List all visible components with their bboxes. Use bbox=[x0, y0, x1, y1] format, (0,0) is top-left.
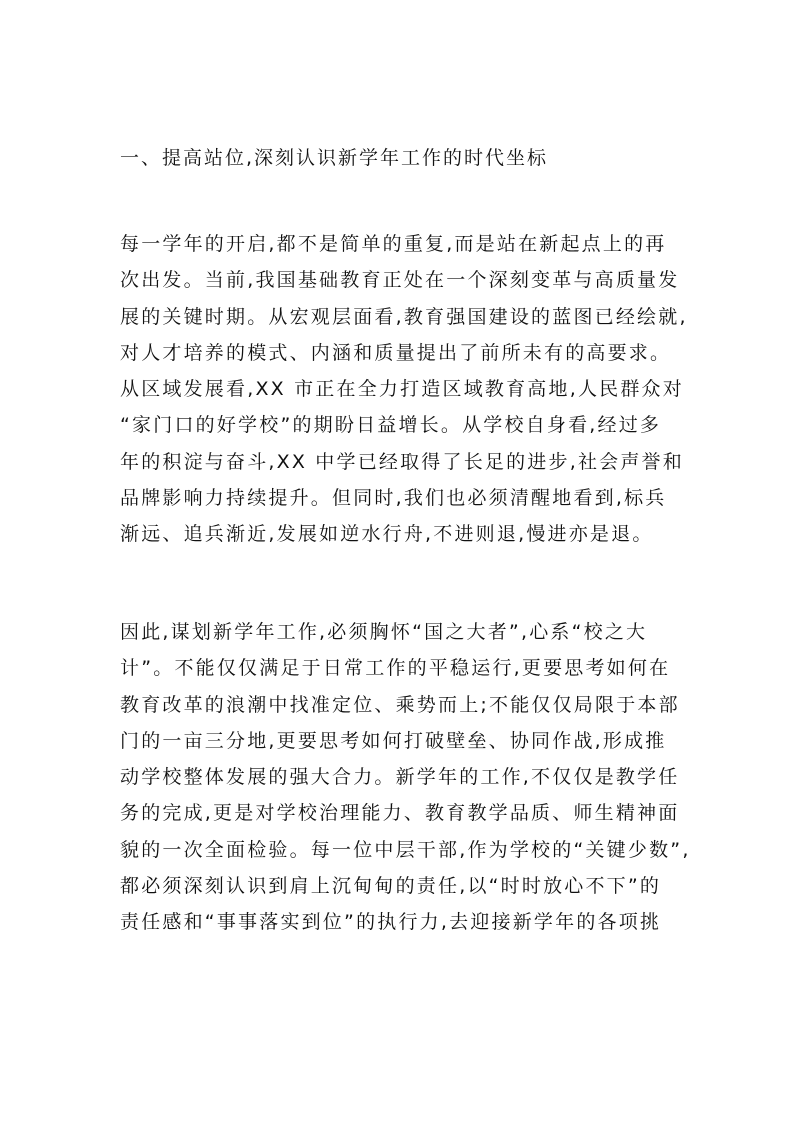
paragraph-line: 貌的一次全面检验。每一位中层干部,作为学校的“关键少数”, bbox=[120, 838, 691, 861]
paragraph-line: 教育改革的浪潮中找准定位、乘势而上;不能仅仅局限于本部 bbox=[120, 693, 680, 716]
paragraph-line: 计”。不能仅仅满足于日常工作的平稳运行,更要思考如何在 bbox=[120, 657, 671, 680]
paragraph-line: 次出发。当前,我国基础教育正处在一个深刻变革与高质量发 bbox=[120, 269, 680, 292]
paragraph-line: 门的一亩三分地,更要思考如何打破壁垒、协同作战,形成推 bbox=[120, 729, 667, 752]
paragraph-line: 从区域发展看,XX 市正在全力打造区域教育高地,人民群众对 bbox=[120, 378, 684, 401]
paragraph-line: 渐远、追兵渐近,发展如逆水行舟,不进则退,慢进亦是退。 bbox=[120, 523, 654, 546]
paragraph-line: 因此,谋划新学年工作,必须胸怀“国之大者”,心系“校之大 bbox=[120, 621, 648, 643]
paragraph-line: 都必须深刻认识到肩上沉甸甸的责任,以“时时放心不下”的 bbox=[120, 875, 662, 898]
paragraph-line: 年的积淀与奋斗,XX 中学已经取得了长足的进步,社会声誉和 bbox=[120, 450, 684, 473]
paragraph-line: 每一学年的开启,都不是简单的重复,而是站在新起点上的再 bbox=[120, 233, 667, 255]
section-heading: 一、提高站位,深刻认识新学年工作的时代坐标 bbox=[120, 147, 549, 169]
paragraph-line: 动学校整体发展的强大合力。新学年的工作,不仅仅是教学任 bbox=[120, 766, 680, 789]
paragraph-line: 展的关键时期。从宏观层面看,教育强国建设的蓝图已经绘就, bbox=[120, 305, 688, 328]
paragraph-line: 责任感和“事事落实到位”的执行力,去迎接新学年的各项挑 bbox=[120, 911, 662, 934]
paragraph-line: 对人才培养的模式、内涵和质量提出了前所未有的高要求。 bbox=[120, 341, 672, 364]
paragraph-1 bbox=[120, 226, 690, 553]
paragraph-line: 务的完成,更是对学校治理能力、教育教学品质、师生精神面 bbox=[120, 802, 680, 825]
paragraph-line: “家门口的好学校”的期盼日益增长。从学校自身看,经过多 bbox=[120, 414, 662, 437]
paragraph-line: 品牌影响力持续提升。但同时,我们也必须清醒地看到,标兵 bbox=[120, 487, 667, 510]
paragraph-2 bbox=[120, 614, 690, 941]
